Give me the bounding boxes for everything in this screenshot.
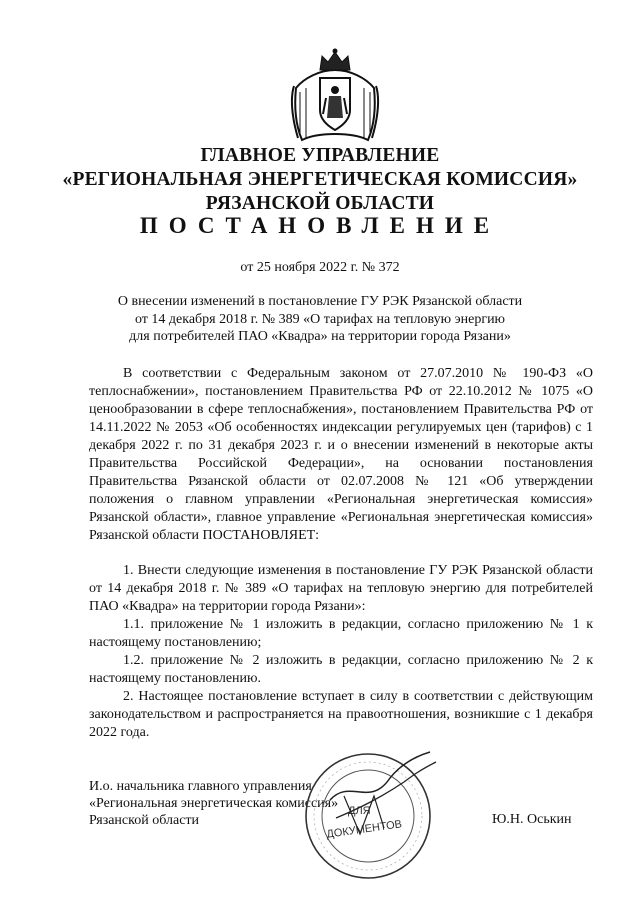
stamp-text-2: ДОКУМЕНТОВ: [325, 818, 403, 841]
preamble-paragraph: В соответствии с Федеральным законом от 27.07.2010 № 190-ФЗ «О теплоснабжении», постановлением Правительства РФ от 22.10.2012 № 1075 «О ценообразовании в сфере теплоснабжения», постановлением Правительства РФ от 14.11.2022 № 2053 «Об особенностях индексации регулируемых цен (тарифов) с 1 декабря 2022 г. по 31 декабря 2023 г. и о внесении изменений в некоторые акты Правительства Российской Федерации», на основании постановления Правительства Рязанской области от 02.07.2008 № 121 «Об утверждении положения о главном управлении «Региональная энергетическая комиссия» Рязанской области», главное управление «Региональная энергетическая комиссия» Рязанской области ПОСТАНОВЛЯЕТ:: [89, 366, 593, 543]
item-2-paragraph: 2. Настоящее постановление вступает в силу в соответствии с действующим законодательством и распространяется на правоотношения, возникшие с 1 декабря 2022 года.: [89, 689, 593, 740]
official-stamp-icon: [300, 738, 440, 888]
coat-of-arms-icon: [290, 48, 380, 144]
document-title: ПОСТАНОВЛЕНИЕ: [139, 213, 501, 238]
subject-line-1: О внесении изменений в постановление ГУ РЭК Рязанской области: [117, 294, 523, 309]
item-1-2-paragraph: 1.2. приложение № 2 изложить в редакции, согласно приложению № 2 к настоящему постановлению.: [89, 653, 593, 686]
document-subject: [60, 293, 580, 346]
signatory-line-1: И.о. начальника главного управления: [89, 779, 312, 794]
header-line-2: «РЕГИОНАЛЬНАЯ ЭНЕРГЕТИЧЕСКАЯ КОМИССИЯ»: [62, 169, 578, 190]
document-date-number: от 25 ноября 2022 г. № 372: [240, 260, 400, 275]
signatory-line-2: «Региональная энергетическая комиссия»: [89, 796, 339, 811]
header-line-3: РЯЗАНСКОЙ ОБЛАСТИ: [205, 193, 435, 214]
subject-line-3: для потребителей ПАО «Квадра» на территории города Рязани»: [129, 329, 511, 344]
stamp-text-1: ДЛЯ: [348, 805, 371, 817]
signatory-name: Ю.Н. Оськин: [492, 812, 572, 827]
signatory-line-3: Рязанской области: [89, 813, 200, 828]
header-line-1: ГЛАВНОЕ УПРАВЛЕНИЕ: [200, 145, 440, 166]
item-1-paragraph: 1. Внести следующие изменения в постановление ГУ РЭК Рязанской области от 14 декабря 2018 г. № 389 «О тарифах на тепловую энергию для потребителей ПАО «Квадра» на территории города Рязани»:: [89, 563, 593, 614]
organization-header: [0, 144, 640, 216]
subject-line-2: от 14 декабря 2018 г. № 389 «О тарифах на тепловую энергию: [134, 311, 506, 327]
item-1-1-paragraph: 1.1. приложение № 1 изложить в редакции, согласно приложению № 1 к настоящему постановлению;: [89, 617, 593, 650]
